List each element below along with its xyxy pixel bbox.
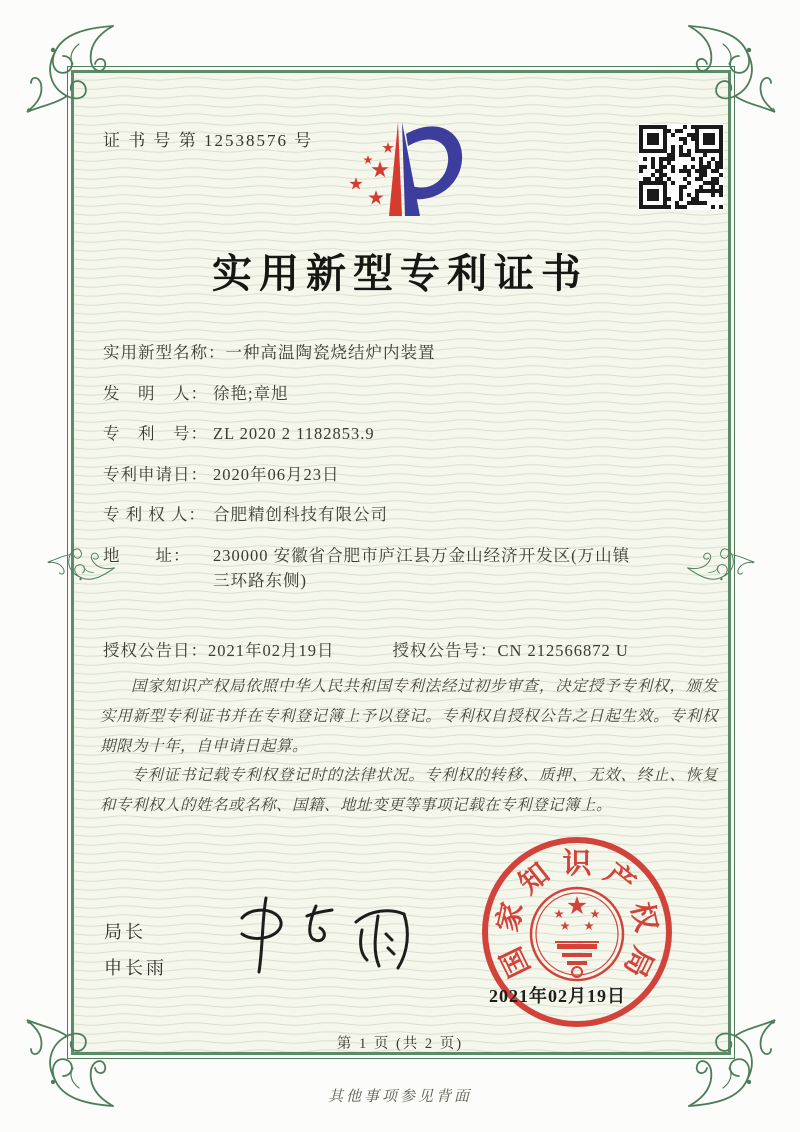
corner-flourish-top-right — [687, 24, 777, 114]
field-inventor — [103, 381, 643, 407]
field-label: 实用新型名称： — [103, 343, 226, 362]
certificate-number: 证 书 号 第 12538576 号 — [103, 131, 314, 150]
national-emblem — [531, 888, 623, 980]
seal-date: 2021年02月19日 — [489, 986, 626, 1006]
qr-code — [638, 124, 724, 210]
signer-title: 局长 — [104, 922, 146, 942]
back-note: 其他事项参见背面 — [327, 1089, 472, 1105]
svg-text:知: 知 — [513, 857, 556, 901]
field-value: 230000 安徽省合肥市庐江县万金山经济开发区(万山镇三环路东侧) — [213, 545, 631, 591]
field-label: 发 明 人： — [103, 383, 208, 403]
signer-block — [104, 914, 167, 986]
grant-date: 授权公告日：2021年02月19日 — [103, 641, 335, 660]
field-label: 专 利 号： — [103, 424, 208, 444]
director-signature — [228, 888, 418, 983]
signer-name: 申长雨 — [104, 958, 167, 978]
field-value: 一种高温陶瓷烧结炉内装置 — [225, 343, 436, 362]
certificate-title: 实用新型专利证书 — [212, 251, 588, 296]
field-value: 合肥精创科技有限公司 — [213, 505, 388, 525]
field-patent-number — [103, 421, 643, 447]
corner-flourish-top-left — [25, 24, 115, 114]
field-application-date — [103, 462, 643, 488]
page-number: 第 1 页 (共 2 页) — [336, 1036, 464, 1052]
svg-text:国: 国 — [495, 941, 537, 982]
legal-text — [100, 672, 718, 821]
field-address — [103, 543, 643, 594]
field-label: 专 利 权 人： — [103, 505, 206, 525]
cnipa-logo-icon — [336, 112, 476, 227]
grant-number: 授权公告号：CN 212566872 U — [392, 641, 629, 660]
svg-text:局: 局 — [617, 941, 659, 982]
field-label: 专利申请日： — [103, 464, 208, 484]
grant-info-row — [103, 637, 703, 661]
svg-text:权: 权 — [624, 899, 663, 935]
field-label: 地 址： — [103, 545, 191, 565]
svg-text:家: 家 — [491, 899, 530, 935]
field-utility-model-name — [103, 340, 643, 366]
field-value: 徐艳;章旭 — [213, 383, 289, 403]
legal-paragraph-1: 国家知识产权局依照中华人民共和国专利法经过初步审查，决定授予专利权，颁发实用新型专利证书并在专利登记簿上予以登记。专利权自授权公告之日起生效。专利权期限为十年，自申请日起算。 — [100, 678, 718, 755]
field-list — [103, 340, 643, 609]
legal-paragraph-2: 专利证书记载专利权登记时的法律状况。专利权的转移、质押、无效、终止、恢复和专利权人的姓名或名称、国籍、地址变更等事项记载在专利登记簿上。 — [100, 767, 718, 814]
field-value: ZL 2020 2 1182853.9 — [213, 424, 375, 444]
svg-text:产: 产 — [598, 857, 641, 901]
svg-text:识: 识 — [562, 848, 592, 880]
field-value: 2020年06月23日 — [213, 464, 340, 484]
field-patentee — [103, 502, 643, 528]
